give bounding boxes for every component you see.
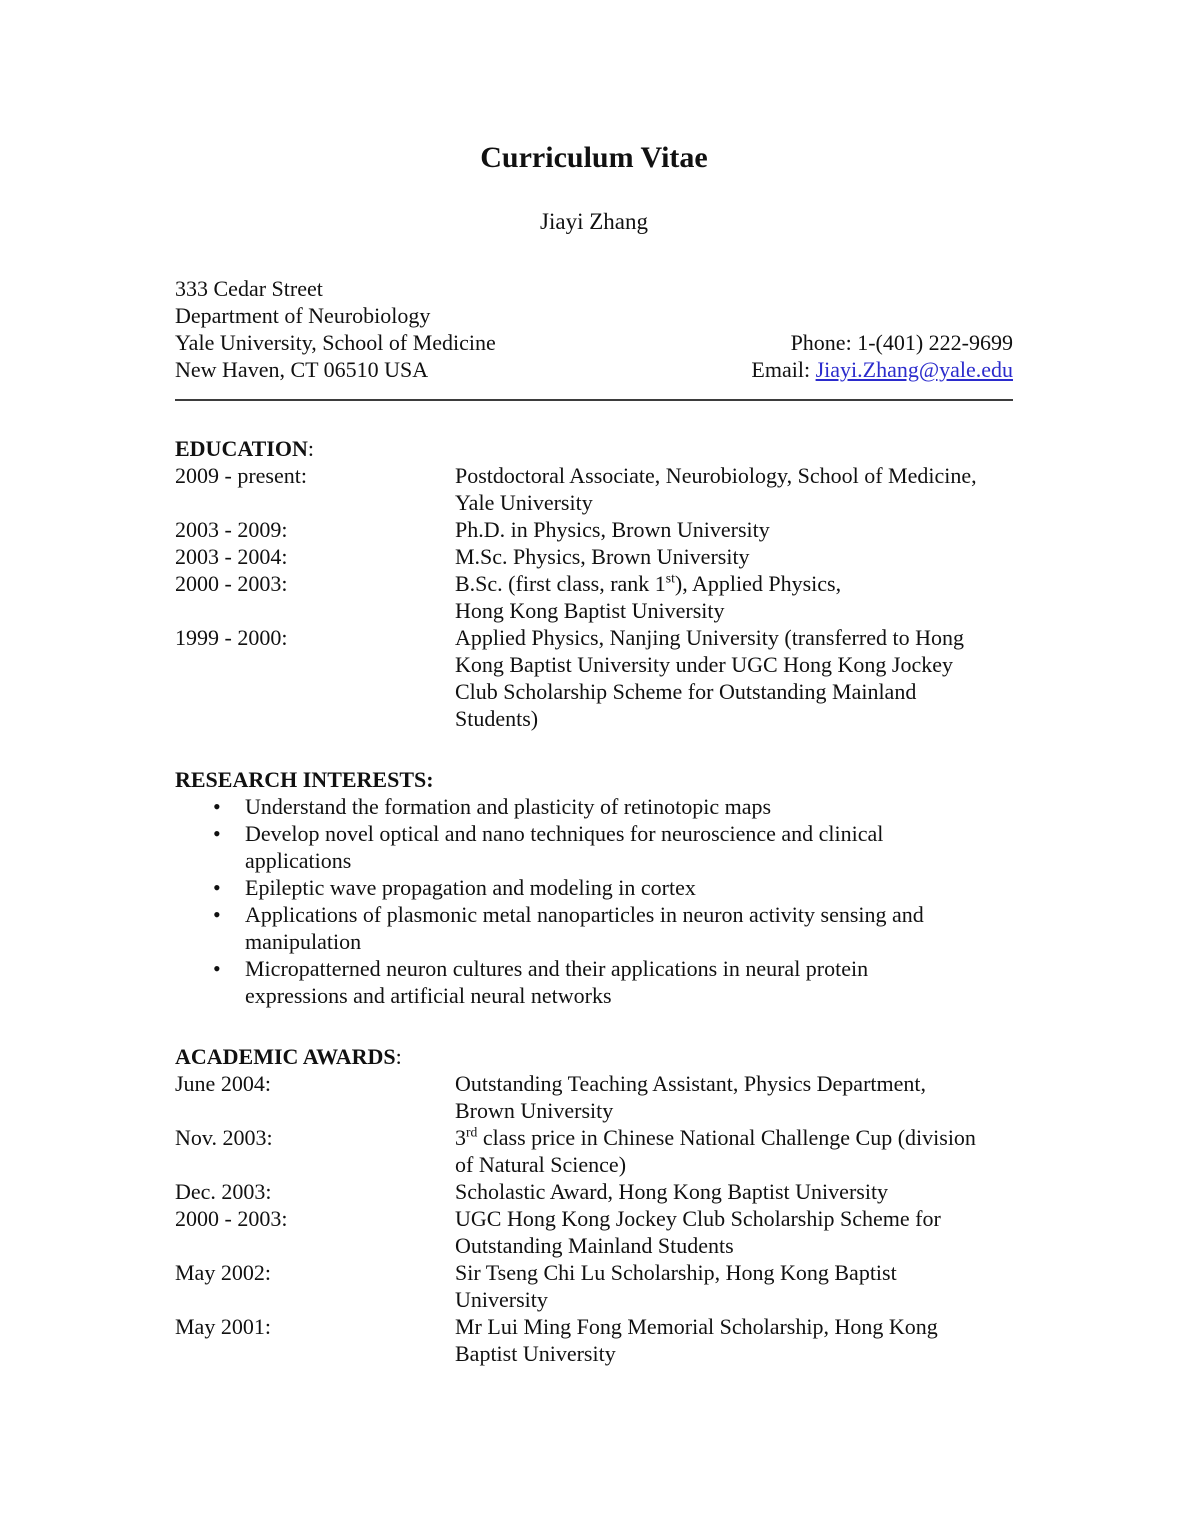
entry-line: B.Sc. (first class, rank 1st), Applied Physics, <box>455 570 842 596</box>
superscript: st <box>665 570 675 586</box>
phone-email-block <box>751 329 1013 383</box>
research-interest-item: • Micropatterned neuron cultures and their applications in neural protein expressions and artificial neural networks <box>175 955 945 1009</box>
entry-line: Brown University <box>455 1098 614 1123</box>
entry-line: Kong Baptist University under UGC Hong Kong Jockey <box>455 652 954 677</box>
entry-line: Ph.D. in Physics, Brown University <box>455 517 770 542</box>
author-name: Jiayi Zhang <box>540 209 648 234</box>
entry-term: 2000 - 2003: <box>175 571 288 596</box>
education-entry <box>175 570 1013 624</box>
entry-line: 3rd class price in Chinese National Challenge Cup (division <box>455 1124 976 1150</box>
entry-line: Club Scholarship Scheme for Outstanding Mainland <box>455 679 917 704</box>
entry-line: Hong Kong Baptist University <box>455 598 725 623</box>
phone-line <box>751 329 1013 356</box>
entry-line: Students) <box>455 706 539 731</box>
entry-line: Applied Physics, Nanjing University (transferred to Hong <box>455 625 964 650</box>
entry-description <box>455 462 1013 516</box>
entry-line: Mr Lui Ming Fong Memorial Scholarship, Hong Kong <box>455 1314 938 1339</box>
email-link[interactable]: Jiayi.Zhang@yale.edu <box>815 357 1013 382</box>
entry-term: Nov. 2003: <box>175 1125 273 1150</box>
entry-description <box>455 570 1013 624</box>
email-label: Email: <box>751 357 811 382</box>
research-interest-item: • Understand the formation and plasticity of retinotopic maps <box>175 793 945 820</box>
entry-line: UGC Hong Kong Jockey Club Scholarship Scheme for <box>455 1206 941 1231</box>
education-entry <box>175 624 1013 732</box>
education-entry <box>175 516 1013 543</box>
entry-line: Scholastic Award, Hong Kong Baptist University <box>455 1179 889 1204</box>
address-line: New Haven, CT 06510 USA <box>175 357 429 382</box>
award-entry <box>175 1313 1013 1367</box>
entry-description <box>455 1070 1013 1124</box>
entry-line: Sir Tseng Chi Lu Scholarship, Hong Kong Baptist <box>455 1260 897 1285</box>
research-interest-item: • Epileptic wave propagation and modeling in cortex <box>175 874 945 901</box>
entry-term: 2003 - 2009: <box>175 517 288 542</box>
entry-description <box>455 1259 1013 1313</box>
entry-term: May 2001: <box>175 1314 271 1339</box>
entry-term: 1999 - 2000: <box>175 625 288 650</box>
education-entry <box>175 462 1013 516</box>
research-interest-item: • Develop novel optical and nano techniques for neuroscience and clinical applications <box>175 820 945 874</box>
entry-term: May 2002: <box>175 1260 271 1285</box>
academic-awards-section <box>175 1043 1013 1367</box>
entry-description <box>455 1313 1013 1367</box>
education-section <box>175 435 1013 732</box>
entry-term: 2009 - present: <box>175 463 307 488</box>
entry-description <box>455 1205 1013 1259</box>
entry-line: Yale University <box>455 490 593 515</box>
entry-description <box>455 543 1013 570</box>
address-line: 333 Cedar Street <box>175 276 323 301</box>
page-title: Curriculum Vitae <box>480 141 708 174</box>
entry-term: 2003 - 2004: <box>175 544 288 569</box>
entry-term: June 2004: <box>175 1071 271 1096</box>
entry-description <box>455 1124 1013 1178</box>
award-entry <box>175 1070 1013 1124</box>
entry-line: University <box>455 1287 548 1312</box>
entry-description <box>455 516 1013 543</box>
research-interest-item: • Applications of plasmonic metal nanoparticles in neuron activity sensing and manipulation <box>175 901 945 955</box>
academic-awards-heading: ACADEMIC AWARDS: <box>175 1044 402 1069</box>
research-interests-list <box>175 793 1013 1009</box>
address-line: Department of Neurobiology <box>175 303 431 328</box>
phone-label: Phone: <box>790 330 852 355</box>
award-entry <box>175 1178 1013 1205</box>
entry-term: Dec. 2003: <box>175 1179 272 1204</box>
research-interests-heading: RESEARCH INTERESTS: <box>175 767 434 792</box>
entry-line: Outstanding Teaching Assistant, Physics Department, <box>455 1071 927 1096</box>
award-entry <box>175 1205 1013 1259</box>
entry-term: 2000 - 2003: <box>175 1206 288 1231</box>
email-line <box>751 356 1013 383</box>
award-entry <box>175 1259 1013 1313</box>
address-block <box>175 275 496 383</box>
entry-line: of Natural Science) <box>455 1152 627 1177</box>
education-entry <box>175 543 1013 570</box>
phone-number: 1-(401) 222-9699 <box>857 330 1013 355</box>
address-line: Yale University, School of Medicine <box>175 330 496 355</box>
horizontal-divider <box>175 399 1013 401</box>
entry-line: Postdoctoral Associate, Neurobiology, School of Medicine, <box>455 463 977 488</box>
entry-line: Baptist University <box>455 1341 616 1366</box>
education-heading: EDUCATION: <box>175 436 314 461</box>
contact-block <box>175 275 1013 383</box>
research-interests-section <box>175 766 1013 1009</box>
entry-description <box>455 624 1013 732</box>
entry-line: Outstanding Mainland Students <box>455 1233 734 1258</box>
entry-line: M.Sc. Physics, Brown University <box>455 544 750 569</box>
superscript: rd <box>466 1124 478 1140</box>
award-entry <box>175 1124 1013 1178</box>
entry-description <box>455 1178 1013 1205</box>
